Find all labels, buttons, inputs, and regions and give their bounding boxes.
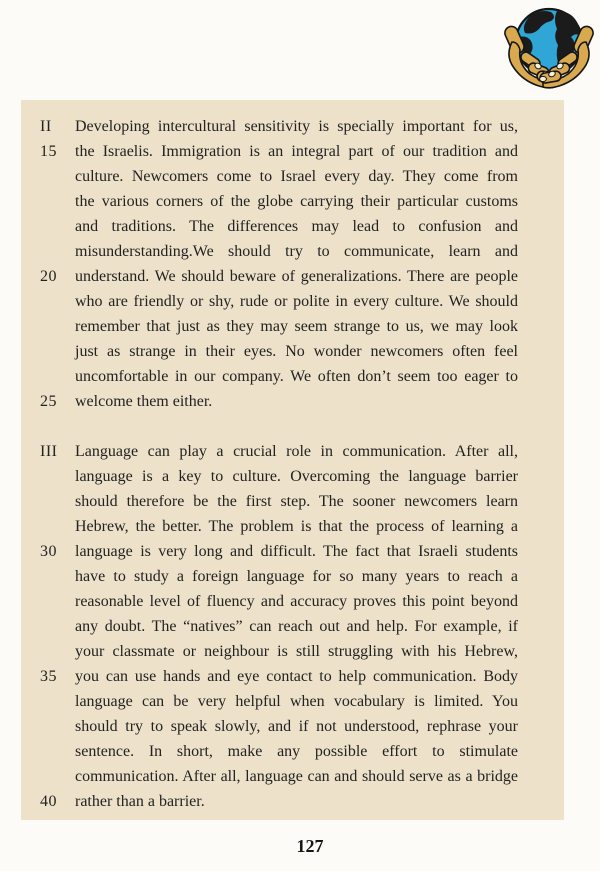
line-text: the various corners of the globe carrying their particular customs — [75, 193, 518, 210]
line-text: uncomfortable in our company. We often don’t seem too eager to — [75, 368, 518, 385]
passage-line — [21, 439, 564, 464]
line-number: 15 — [40, 143, 57, 160]
line-text: should therefore be the first step. The sooner newcomers learn — [75, 493, 518, 510]
line-text: reasonable level of fluency and accuracy proves this point beyond — [75, 593, 518, 610]
line-margin-label — [40, 589, 75, 614]
line-margin-label — [40, 689, 75, 714]
passage-line — [21, 739, 564, 764]
line-number: 40 — [40, 793, 57, 810]
line-text: have to study a foreign language for so many years to reach a — [75, 568, 518, 585]
paragraph-1 — [21, 114, 564, 414]
line-text: the Israelis. Immigration is an integral part of our tradition and — [75, 143, 518, 160]
line-text: and traditions. The differences may lead to confusion and — [75, 218, 518, 235]
globe-svg — [504, 4, 594, 92]
line-margin-label — [40, 614, 75, 639]
passage-line — [21, 489, 564, 514]
passage-line — [21, 614, 564, 639]
passage-line — [21, 264, 564, 289]
line-margin-label — [40, 739, 75, 764]
line-text: Hebrew, the better. The problem is that the process of learning a — [75, 518, 518, 535]
passage-line — [21, 364, 564, 389]
passage-line — [21, 314, 564, 339]
passage-line — [21, 689, 564, 714]
passage-line — [21, 589, 564, 614]
page-number: 127 — [296, 836, 324, 856]
passage-line — [21, 164, 564, 189]
passage-line — [21, 114, 564, 139]
passage-line — [21, 714, 564, 739]
passage-line — [21, 389, 564, 414]
line-margin-label — [40, 764, 75, 789]
passage-line — [21, 764, 564, 789]
passage-line — [21, 139, 564, 164]
passage-line — [21, 214, 564, 239]
reading-passage-panel — [21, 100, 564, 820]
line-margin-label — [40, 339, 75, 364]
line-number: 25 — [40, 393, 57, 410]
line-number: 35 — [40, 668, 57, 685]
passage-line — [21, 539, 564, 564]
line-text: language is a key to culture. Overcoming the language barrier — [75, 468, 518, 485]
line-text: sentence. In short, make any possible effort to stimulate — [75, 743, 518, 760]
line-text: language can be very helpful when vocabulary is limited. You — [75, 693, 518, 710]
line-margin-label — [40, 714, 75, 739]
line-text: Language can play a crucial role in communication. After all, — [75, 443, 518, 460]
line-margin-label — [40, 514, 75, 539]
line-text: Developing intercultural sensitivity is specially important for us, — [75, 118, 518, 135]
line-number: 30 — [40, 543, 57, 560]
line-text: who are friendly or shy, rude or polite in every culture. We should — [75, 293, 518, 310]
line-text: should try to speak slowly, and if not understood, rephrase your — [75, 718, 518, 735]
line-text: language is very long and difficult. The fact that Israeli students — [75, 543, 518, 560]
line-text: communication. After all, language can and should serve as a bridge — [75, 768, 518, 785]
section-numeral: III — [40, 443, 58, 460]
line-text: misunderstanding.We should try to communicate, learn and — [75, 243, 518, 260]
paragraph-2 — [21, 439, 564, 814]
line-number: 20 — [40, 268, 57, 285]
line-text: remember that just as they may seem strange to us, we may look — [75, 318, 518, 335]
line-margin-label — [40, 639, 75, 664]
passage-line — [21, 189, 564, 214]
line-margin-label — [40, 314, 75, 339]
line-margin-label — [40, 464, 75, 489]
line-margin-label — [40, 214, 75, 239]
line-margin-label — [40, 164, 75, 189]
hands-holding-globe-icon — [504, 4, 594, 92]
line-text: just as strange in their eyes. No wonder newcomers often feel — [75, 343, 518, 360]
passage-line — [21, 789, 564, 814]
line-text: you can use hands and eye contact to help communication. Body — [75, 668, 518, 685]
line-margin-label — [40, 489, 75, 514]
line-margin-label — [40, 289, 75, 314]
line-margin-label — [40, 239, 75, 264]
line-text: understand. We should beware of generalizations. There are people — [75, 268, 518, 285]
line-text: any doubt. The “natives” can reach out and help. For example, if — [75, 618, 518, 635]
passage-line — [21, 664, 564, 689]
line-text: rather than a barrier. — [75, 793, 205, 810]
line-margin-label — [40, 564, 75, 589]
line-text: welcome them either. — [75, 393, 213, 410]
line-margin-label — [40, 364, 75, 389]
passage-line — [21, 639, 564, 664]
line-text: your classmate or neighbour is still struggling with his Hebrew, — [75, 643, 518, 660]
section-numeral: II — [40, 118, 52, 135]
line-text: culture. Newcomers come to Israel every day. They come from — [75, 168, 518, 185]
line-margin-label — [40, 189, 75, 214]
passage-line — [21, 464, 564, 489]
passage-line — [21, 239, 564, 264]
passage-line — [21, 514, 564, 539]
passage-line — [21, 289, 564, 314]
passage-line — [21, 564, 564, 589]
passage-line — [21, 339, 564, 364]
